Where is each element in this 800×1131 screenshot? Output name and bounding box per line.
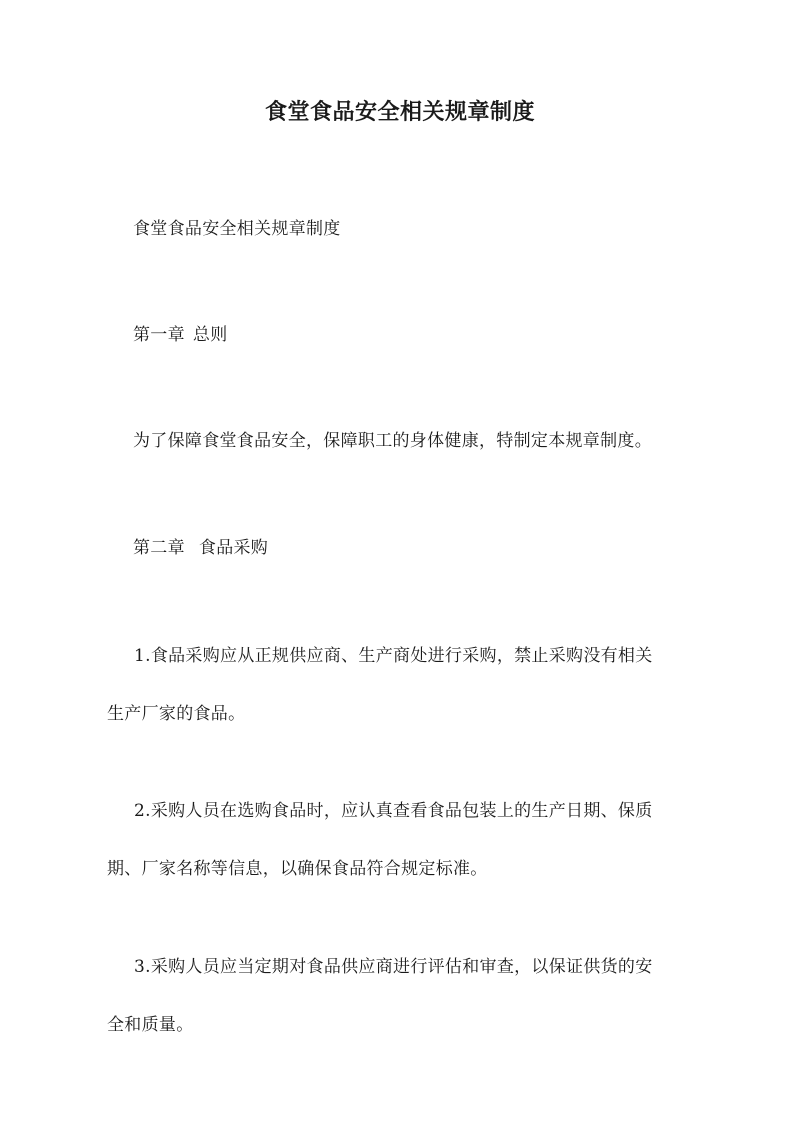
procurement-item-3-line-1: 3.采购人员应当定期对食品供应商进行评估和审查，以保证供货的安: [134, 957, 653, 977]
procurement-item-1-line-2: 生产厂家的食品。: [107, 704, 246, 724]
document-title: 食堂食品安全相关规章制度: [264, 99, 535, 125]
chapter-1-label: 第一章: [133, 325, 185, 345]
chapter-1-heading: [133, 306, 693, 364]
chapter-2-label: 第二章: [133, 538, 185, 558]
procurement-item-3-line-2: 全和质量。: [107, 1015, 194, 1035]
procurement-item-3: [107, 938, 667, 1054]
procurement-item-2-line-1: 2.采购人员在选购食品时，应认真查看食品包装上的生产日期、保质: [134, 801, 653, 821]
procurement-item-1-line-1: 1.食品采购应从正规供应商、生产商处进行采购，禁止采购没有相关: [134, 646, 653, 666]
procurement-item-1: [107, 627, 667, 743]
purpose-paragraph: 为了保障食堂食品安全，保障职工的身体健康，特制定本规章制度。: [133, 431, 652, 451]
document-subtitle: 食堂食品安全相关规章制度: [133, 219, 341, 239]
procurement-item-2: [107, 782, 667, 898]
procurement-item-2-line-2: 期、厂家名称等信息，以确保食品符合规定标准。: [107, 859, 488, 879]
chapter-2-title: 食品采购: [198, 538, 269, 558]
chapter-1-title: 总则: [192, 325, 228, 345]
chapter-2-heading: [133, 519, 693, 577]
